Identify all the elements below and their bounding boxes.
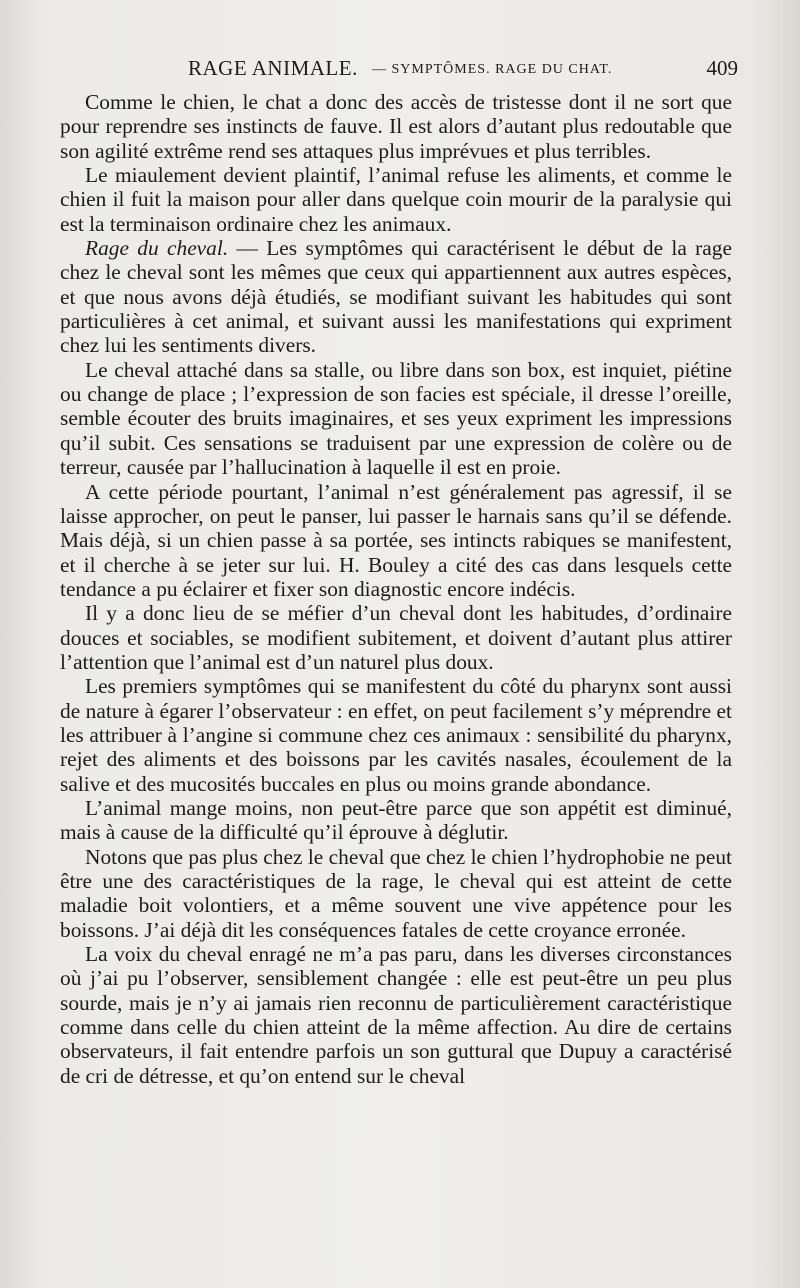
paragraph: Le miaulement devient plaintif, l’animal refuse les aliments, et comme le chien il fuit la maison pour aller dans quelque coin mourir de la paralysie qui est la terminaison ordinaire chez les animaux. <box>60 163 732 236</box>
paragraph: A cette période pourtant, l’animal n’est généralement pas agressif, il se laisse approcher, on peut le panser, lui passer le harnais sans qu’il se défende. Mais déjà, si un chien passe à sa portée, ses intincts rabiques se manifestent, et il cherche à se jeter sur lui. H. Bouley a cité des cas dans lesquels cette tendance a pu éclairer et fixer son diagnostic encore indécis. <box>60 479 732 601</box>
paragraph: Il y a donc lieu de se méfier d’un cheval dont les habitudes, d’ordinaire douces et sociables, se modifient subitement, et doivent d’autant plus attirer l’attention que l’animal est d’un naturel plus doux. <box>60 601 732 674</box>
section-heading-italic: Rage du cheval. <box>85 236 229 261</box>
header-subtitle: — SYMPTÔMES. RAGE DU CHAT. <box>372 62 613 77</box>
paragraph-text: — Les symptômes qui caractérisent le début de la rage chez le cheval sont les mêmes que ceux qui appartiennent aux autres espèces, et que nous avons déjà étudiés, se modifiant suivant les habitudes qui sont particulières à cet animal, et suivant aussi les manifestations qui expriment chez lui les sentiments divers. <box>60 236 732 358</box>
header-title: RAGE ANIMALE. <box>188 56 358 80</box>
running-header <box>60 56 738 86</box>
paragraph <box>60 236 732 358</box>
paragraph: La voix du cheval enragé ne m’a pas paru, dans les diverses circonstances où j’ai pu l’observer, sensiblement changée : elle est peut-être un peu plus sourde, mais je n’y ai jamais rien reconnu de particulièrement caractéristique comme dans celle du chien atteint de la même affection. Au dire de certains observateurs, il fait entendre parfois un son guttural que Dupuy a caractérisé de cri de détresse, et qu’on entend sur le cheval <box>60 942 732 1088</box>
paragraph: Comme le chien, le chat a donc des accès de tristesse dont il ne sort que pour reprendre ses instincts de fauve. Il est alors d’autant plus redoutable que son agilité extrême rend ses attaques plus imprévues et plus terribles. <box>60 90 732 163</box>
paragraph: L’animal mange moins, non peut-être parce que son appétit est diminué, mais à cause de la difficulté qu’il éprouve à déglutir. <box>60 795 732 845</box>
paragraph: Le cheval attaché dans sa stalle, ou libre dans son box, est inquiet, piétine ou change de place ; l’expression de son facies est spéciale, il dresse l’oreille, semble écouter des bruits imaginaires, et ses yeux expriment les impressions qu’il subit. Ces sensations se traduisent par une expression de colère ou de terreur, causée par l’hallucination à laquelle il est en proie. <box>60 357 732 480</box>
paragraph: Les premiers symptômes qui se manifestent du côté du pharynx sont aussi de nature à égarer l’observateur : en effet, on peut facilement s’y méprendre et les attribuer à l’angine si commune chez ces animaux : sensibilité du pharynx, rejet des aliments et des boissons par les cavités nasales, écoulement de la salive et des mucosités buccales en plus ou moins grande abondance. <box>60 674 732 796</box>
body-text <box>60 90 732 1088</box>
page-number: 409 <box>706 56 738 80</box>
paragraph: Notons que pas plus chez le cheval que chez le chien l’hydrophobie ne peut être une des caractéristiques de la rage, le cheval qui est atteint de cette maladie boit volontiers, et a même souvent une vive appétence pour les boissons. J’ai déjà dit les conséquences fatales de cette croyance erronée. <box>60 844 732 942</box>
